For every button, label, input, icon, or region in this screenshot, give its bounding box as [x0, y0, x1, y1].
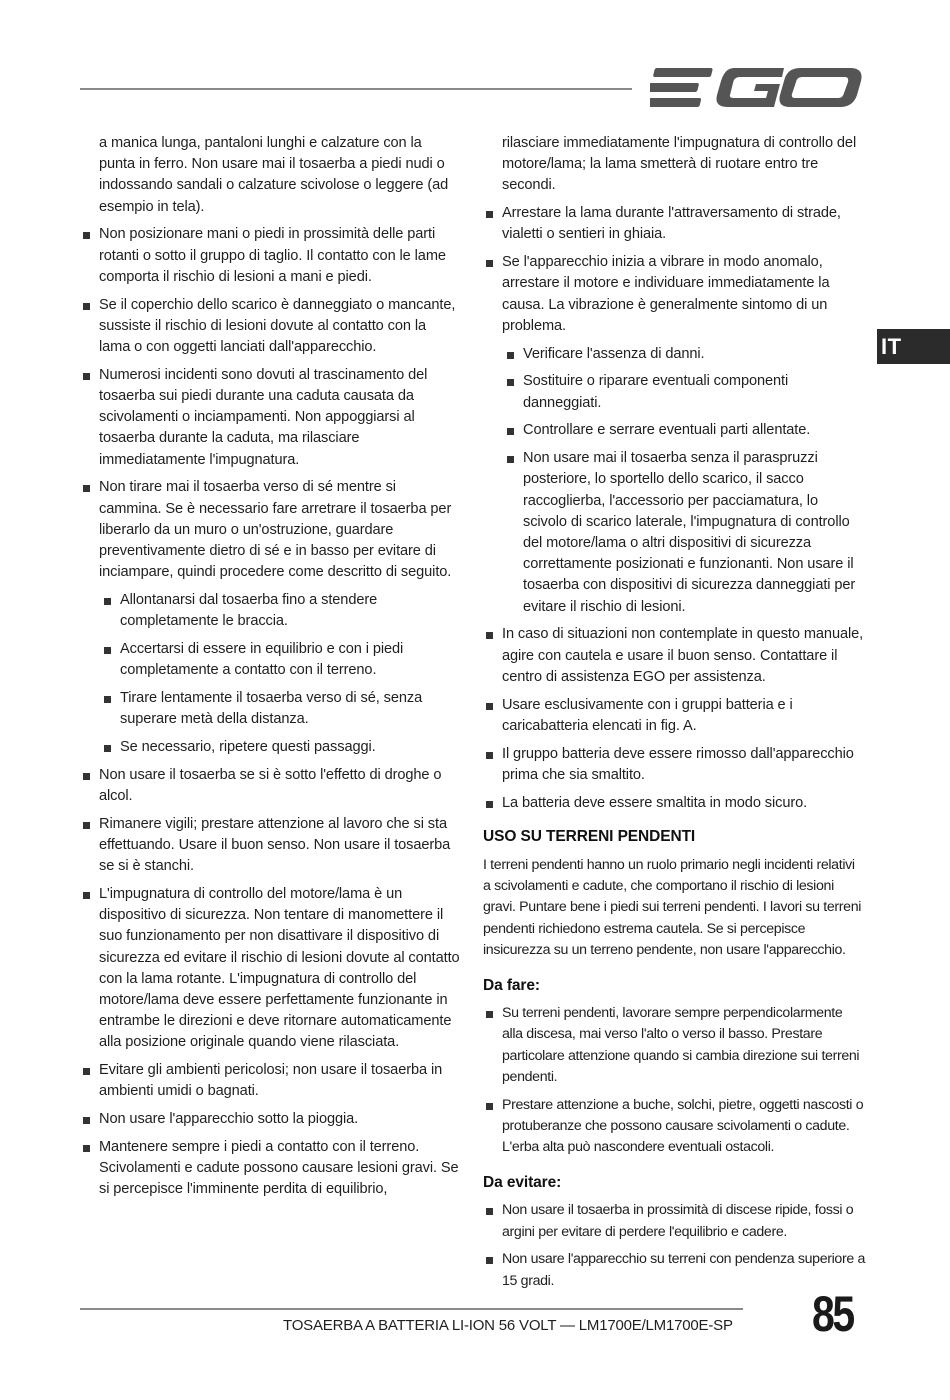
- header-rule: [80, 88, 632, 90]
- sub-list-item: Sostituire o riparare eventuali componenti danneggiati.: [483, 371, 865, 413]
- list-item: Prestare attenzione a buche, solchi, pietre, oggetti nascosti o protuberanze che possono causare scivolamenti o cadute. L'erba alta può nascondere eventuali ostacoli.: [483, 1095, 865, 1159]
- language-tab: IT: [877, 329, 950, 364]
- list-item: Non usare il tosaerba in prossimità di discese ripide, fossi o argini per evitare di perdere l'equilibrio e cadere.: [483, 1200, 865, 1242]
- list-item: Non posizionare mani o piedi in prossimità delle parti rotanti o sotto il gruppo di taglio. Il contatto con le lame comporta il rischio di lesioni a mani e piedi.: [80, 224, 460, 288]
- do-heading: Da fare:: [483, 977, 540, 995]
- list-item: Rimanere vigili; prestare attenzione al lavoro che si sta effettuando. Usare il buon senso. Non usare il tosaerba se si è stanchi.: [80, 814, 460, 878]
- sub-list-item: Verificare l'assenza di danni.: [483, 344, 865, 365]
- list-item: La batteria deve essere smaltita in modo sicuro.: [483, 793, 865, 814]
- list-item: Numerosi incidenti sono dovuti al trascinamento del tosaerba sui piedi durante una caduta causata da scivolamenti o inciampamenti. Non appoggiarsi al tosaerba durante la caduta, ma rilasciare immediatamente l'impugnatura.: [80, 365, 460, 471]
- list-item: Non usare l'apparecchio sotto la pioggia.: [80, 1109, 460, 1130]
- right-column: [483, 133, 865, 1298]
- list-item: Non usare il tosaerba se si è sotto l'effetto di droghe o alcol.: [80, 765, 460, 807]
- list-item: Arrestare la lama durante l'attraversamento di strade, vialetti o sentieri in ghiaia.: [483, 203, 865, 245]
- list-item: Non tirare mai il tosaerba verso di sé mentre si cammina. Se è necessario fare arretrare il tosaerba per liberarlo da un muro o un'ostruzione, guardare preventivamente dietro di sé e in basso per evitare di inciampare, quindi procedere come descritto di seguito.: [80, 477, 460, 583]
- list-item: Se l'apparecchio inizia a vibrare in modo anomalo, arrestare il motore e individuare immediatamente la causa. La vibrazione è generalmente sintomo di un problema.: [483, 252, 865, 337]
- left-continuation-text: a manica lunga, pantaloni lunghi e calzature con la punta in ferro. Non usare mai il tosaerba a piedi nudi o indossando sandali o calzature scivolose o leggere (ad esempio in tela).: [99, 135, 449, 215]
- dont-list: [483, 1200, 865, 1291]
- dont-heading: Da evitare:: [483, 1174, 562, 1192]
- page-number: 85: [812, 1286, 853, 1342]
- list-item: Il gruppo batteria deve essere rimosso dall'apparecchio prima che sia smaltito.: [483, 744, 865, 786]
- list-item: In caso di situazioni non contemplate in questo manuale, agire con cautela e usare il buon senso. Contattare il centro di assistenza EGO per assistenza.: [483, 624, 865, 688]
- list-item: Su terreni pendenti, lavorare sempre perpendicolarmente alla discesa, mai verso l'alto o verso il basso. Prestare particolare attenzione quando si cambia direzione sui terreni pendenti.: [483, 1003, 865, 1088]
- section-heading: USO SU TERRENI PENDENTI: [483, 827, 696, 845]
- sub-list-item: Se necessario, ripetere questi passaggi.: [80, 737, 460, 758]
- sub-list-item: Controllare e serrare eventuali parti allentate.: [483, 420, 865, 441]
- left-column: [80, 133, 460, 1207]
- do-list: [483, 1003, 865, 1158]
- list-item: Non usare l'apparecchio su terreni con pendenza superiore a 15 gradi.: [483, 1249, 865, 1291]
- section-body: I terreni pendenti hanno un ruolo primario negli incidenti relativi a scivolamenti e cadute, che comportano il rischio di lesioni gravi. Puntare bene i piedi sui terreni pendenti. I lavori su terreni pendenti richiedono estrema cautela. Se si percepisce insicurezza su un terreno pendente, non usare l'apparecchio.: [483, 857, 862, 958]
- sub-list-item: Allontanarsi dal tosaerba fino a stendere completamente le braccia.: [80, 590, 460, 632]
- list-item: L'impugnatura di controllo del motore/lama è un dispositivo di sicurezza. Non tentare di manomettere il suo funzionamento per non disattivare il dispositivo di sicurezza ed evitare il rischio di lesioni dovute al contatto con la lama rotante. L'impugnatura di controllo del motore/lama deve essere perfettamente funzionante in entrambe le direzioni e deve ritornare automaticamente alla posizione originale quando viene rilasciata.: [80, 884, 460, 1054]
- list-item: Usare esclusivamente con i gruppi batteria e i caricabatteria elencati in fig. A.: [483, 695, 865, 737]
- list-item: Se il coperchio dello scarico è danneggiato o mancante, sussiste il rischio di lesioni dovute al contatto con la lama o con oggetti lanciati dall'apparecchio.: [80, 295, 460, 359]
- right-continuation-text: rilasciare immediatamente l'impugnatura di controllo del motore/lama; la lama smetterà di ruotare entro tre secondi.: [502, 135, 857, 194]
- left-bullet-list: [80, 224, 460, 1200]
- footer-rule: [80, 1308, 743, 1310]
- sub-list-item: Accertarsi di essere in equilibrio e con i piedi completamente a contatto con il terreno.: [80, 639, 460, 681]
- footer-title: TOSAERBA A BATTERIA LI-ION 56 VOLT — LM1700E/LM1700E-SP: [283, 1317, 733, 1334]
- right-bullet-list: [483, 203, 865, 814]
- list-item: Evitare gli ambienti pericolosi; non usare il tosaerba in ambienti umidi o bagnati.: [80, 1060, 460, 1102]
- sub-list-item: Non usare mai il tosaerba senza il paraspruzzi posteriore, lo sportello dello scarico, il sacco raccoglierba, l'accessorio per pacciamatura, lo scivolo di scarico laterale, l'impugnatura di controllo del motore/lama o altri dispositivi di sicurezza correttamente posizionati e funzionanti. Non usare il tosaerba con dispositivi di sicurezza danneggiati per evitare il rischio di lesioni.: [483, 448, 865, 618]
- list-item: Mantenere sempre i piedi a contatto con il terreno. Scivolamenti e cadute possono causare lesioni gravi. Se si percepisce l'imminente perdita di equilibrio,: [80, 1137, 460, 1201]
- ego-logo: [650, 64, 862, 112]
- sub-list-item: Tirare lentamente il tosaerba verso di sé, senza superare metà della distanza.: [80, 688, 460, 730]
